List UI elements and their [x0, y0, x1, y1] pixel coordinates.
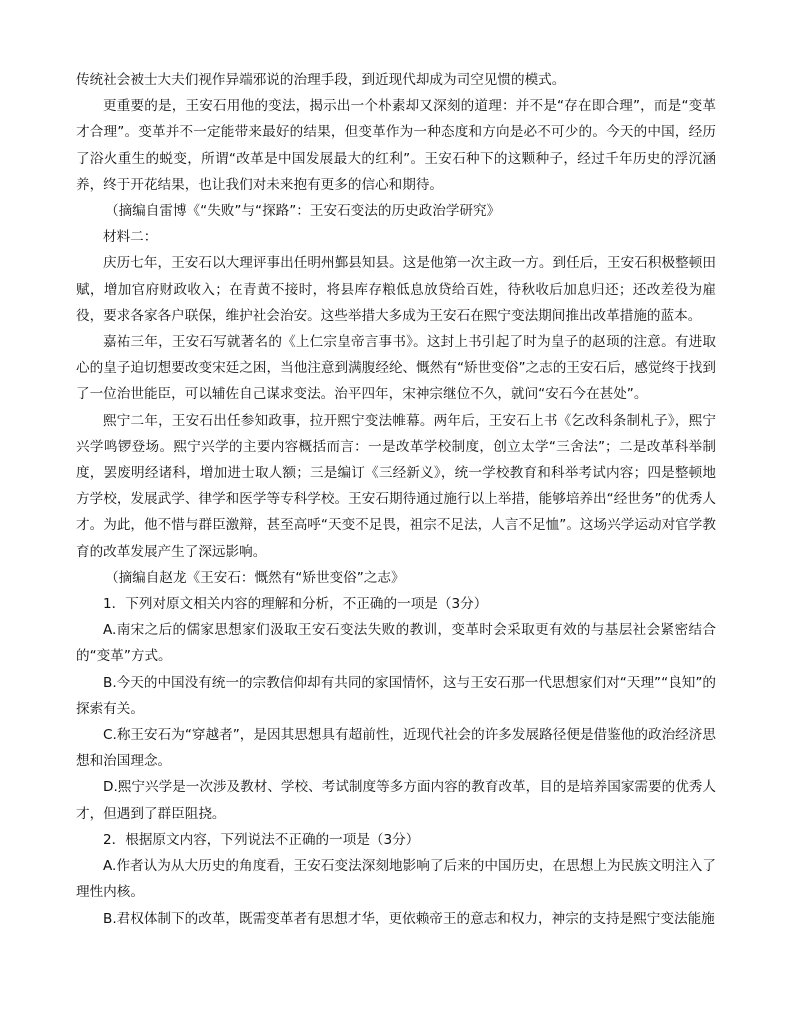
question-2-option-b: B.君权体制下的改革，既需变革者有思想才华，更依赖帝王的意志和权力，神宗的支持是熙宁变法能施 — [103, 910, 715, 927]
question-1-option-d: D.熙宁兴学是一次涉及教材、学校、考试制度等多方面内容的教育改革，目的是培养国家需要的优秀人才，但遇到了群臣阻挠。 — [76, 779, 716, 822]
paragraph-jiayou: 嘉祐三年，王安石写就著名的《上仁宗皇帝言事书》。这封上书引起了时为皇子的赵顼的注意。有进取心的皇子迫切想要改变宋廷之困，当他注意到满腹经纶、慨然有“矫世变俗”之志的王安石后，感觉终于找到了一位治世能臣，可以辅佐自己谋求变法。治平四年，宋神宗继位不久，就问“安石今在甚处”。 — [76, 334, 716, 403]
paragraph-reform-meaning: 更重要的是，王安石用他的变法，揭示出一个朴素却又深刻的道理：并不是“存在即合理”，而是“变革才合理”。变革并不一定能带来最好的结果，但变革作为一种态度和方向是必不可少的。今天的中国，经历了浴火重生的蜕变，所谓“改革是中国发展最大的红利”。王安石种下的这颗种子，经过千年历史的浮沉涵养，终于开花结果，也让我们对未来抱有更多的信心和期待。 — [76, 98, 716, 193]
question-1-option-b: B.今天的中国没有统一的宗教信仰却有共同的家国情怀，这与王安石那一代思想家们对“天理”“良知”的探索有关。 — [76, 674, 716, 717]
paragraph-qingli: 庆历七年，王安石以大理评事出任明州鄞县知县。这是他第一次主政一方。到任后，王安石积极整顿田赋，增加官府财政收入；在青黄不接时，将县库存粮低息放贷给百姓，待秋收后加息归还；还改差役为雇役，要求各家各户联保，维护社会治安。这些举措大多成为王安石在熙宁变法期间推出改革措施的蓝本。 — [76, 255, 716, 324]
paragraph-xining: 熙宁二年，王安石出任参知政事，拉开熙宁变法帷幕。两年后，王安石上书《乞改科条制札子》，熙宁兴学鸣锣登场。熙宁兴学的主要内容概括而言：一是改革学校制度，创立太学“三舍法”；二是改革科举制度，罢废明经诸科，增加进士取人额；三是编订《三经新义》，统一学校教育和科举考试内容；四是整顿地方学校，发展武学、律学和医学等专科学校。王安石期待通过施行以上举措，能够培养出“经世务”的优秀人才。为此，他不惜与群臣激辩，甚至高呼“天变不足畏，祖宗不足法，人言不足恤”。这场兴学运动对官学教育的改革发展产生了深远影响。 — [76, 412, 716, 560]
material-two-heading: 材料二： — [103, 229, 158, 246]
question-1-stem: 1．下列对原文相关内容的理解和分析，不正确的一项是（3分） — [103, 596, 488, 613]
source-citation-2: （摘编自赵龙《王安石：慨然有“矫世变俗”之志》 — [105, 569, 405, 586]
question-1-option-a: A.南宋之后的儒家思想家们汲取王安石变法失败的教训，变革时会采取更有效的与基层社会紧密结合的“变革”方式。 — [76, 622, 716, 665]
document-content — [76, 67, 716, 932]
paragraph-continuation: 传统社会被士大夫们视作异端邪说的治理手段，到近现代却成为司空见惯的模式。 — [76, 72, 566, 88]
question-2-option-a: A.作者认为从大历史的角度看，王安石变法深刻地影响了后来的中国历史，在思想上为民族文明注入了理性内核。 — [76, 858, 716, 901]
question-2-stem: 2．根据原文内容，下列说法不正确的一项是（3分） — [103, 831, 420, 848]
question-1-option-c: C.称王安石为“穿越者”，是因其思想具有超前性，近现代社会的许多发展路径便是借鉴他的政治经济思想和治国理念。 — [76, 727, 716, 770]
source-citation-1: （摘编自雷博《“失败”与“探路”：王安石变法的历史政治学研究》 — [105, 203, 501, 220]
